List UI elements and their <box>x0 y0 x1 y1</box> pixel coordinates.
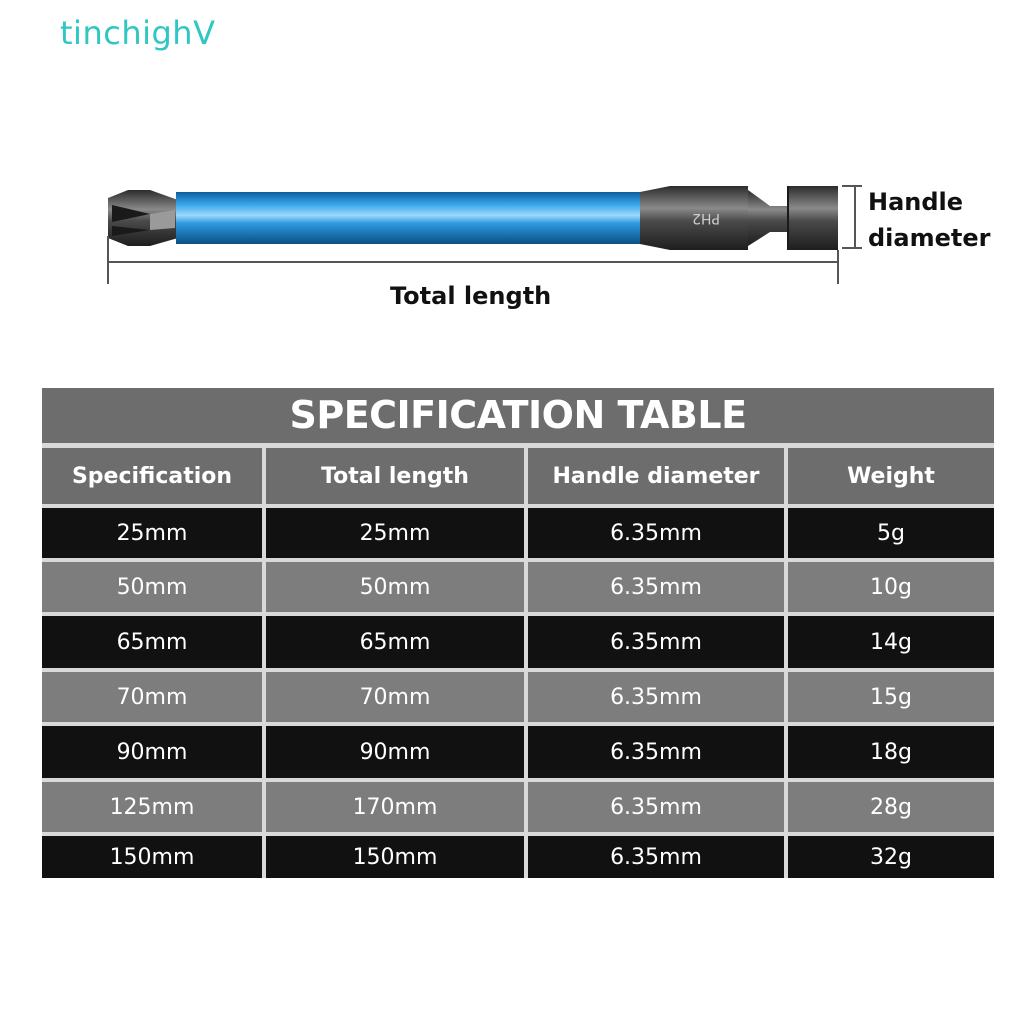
cell-weight: 14g <box>788 616 994 668</box>
cell-total-length: 50mm <box>266 562 524 612</box>
header-specification: Specification <box>42 448 262 504</box>
cell-total-length: 25mm <box>266 508 524 558</box>
table-title: SPECIFICATION TABLE <box>42 388 994 443</box>
bit-shaft-blue <box>176 192 642 244</box>
bit-hex-shank <box>670 186 838 250</box>
table-row <box>42 782 994 832</box>
cell-weight: 32g <box>788 836 994 878</box>
cell-handle-diameter: 6.35mm <box>528 616 784 668</box>
table-row <box>42 562 994 612</box>
cell-specification: 25mm <box>42 508 262 558</box>
handle-label-line1: Handle <box>868 188 964 216</box>
cell-weight: 15g <box>788 672 994 722</box>
bit-marking-text: PH2 <box>692 210 720 226</box>
cell-handle-diameter: 6.35mm <box>528 562 784 612</box>
cell-handle-diameter: 6.35mm <box>528 836 784 878</box>
header-handle-diameter: Handle diameter <box>528 448 784 504</box>
cell-specification: 70mm <box>42 672 262 722</box>
handle-label-line2: diameter <box>868 224 991 252</box>
table-row <box>42 726 994 778</box>
handle-diameter-dimension <box>842 186 862 248</box>
cell-weight: 18g <box>788 726 994 778</box>
bit-collar <box>640 186 670 250</box>
cell-total-length: 90mm <box>266 726 524 778</box>
cell-specification: 90mm <box>42 726 262 778</box>
header-total-length: Total length <box>266 448 524 504</box>
watermark-text: tinchighV <box>60 14 216 52</box>
cell-weight: 10g <box>788 562 994 612</box>
cell-specification: 125mm <box>42 782 262 832</box>
cell-total-length: 65mm <box>266 616 524 668</box>
table-row <box>42 508 994 558</box>
table-row <box>42 836 994 878</box>
table-header-row <box>42 448 994 504</box>
cell-handle-diameter: 6.35mm <box>528 782 784 832</box>
cell-weight: 5g <box>788 508 994 558</box>
cell-specification: 150mm <box>42 836 262 878</box>
cell-specification: 50mm <box>42 562 262 612</box>
table-row <box>42 616 994 668</box>
bit-tip <box>108 190 178 246</box>
cell-total-length: 170mm <box>266 782 524 832</box>
header-weight: Weight <box>788 448 994 504</box>
cell-total-length: 150mm <box>266 836 524 878</box>
cell-handle-diameter: 6.35mm <box>528 726 784 778</box>
table-row <box>42 672 994 722</box>
cell-total-length: 70mm <box>266 672 524 722</box>
specification-table <box>42 388 994 878</box>
total-length-label: Total length <box>390 282 552 310</box>
cell-weight: 28g <box>788 782 994 832</box>
cell-handle-diameter: 6.35mm <box>528 508 784 558</box>
cell-specification: 65mm <box>42 616 262 668</box>
cell-handle-diameter: 6.35mm <box>528 672 784 722</box>
handle-diameter-label <box>868 184 990 256</box>
